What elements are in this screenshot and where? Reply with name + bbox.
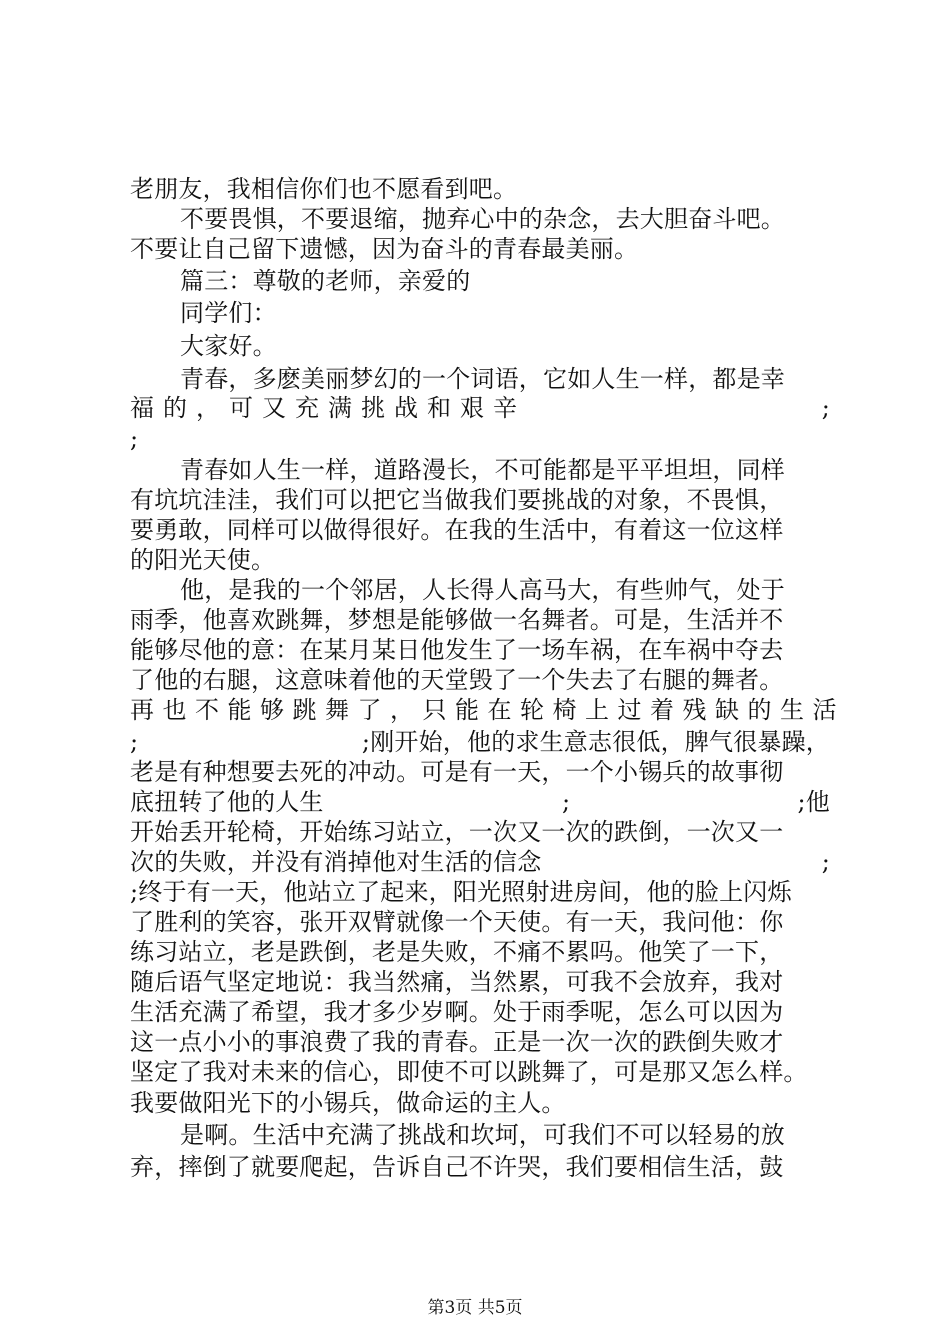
text-line: 雨季，他喜欢跳舞，梦想是能够做一名舞者。可是，生活并不 — [130, 606, 784, 634]
text-fragment: ; — [130, 728, 139, 756]
text-line: 了胜利的笑容，张开双臂就像一个天使。有一天，我问他：你 — [130, 908, 784, 936]
text-line: 不要让自己留下遗憾，因为奋斗的青春最美丽。 — [130, 235, 639, 263]
text-fragment: ; — [821, 394, 830, 422]
text-line-split — [130, 847, 830, 877]
text-line: 了他的右腿，这意味着他的天堂毁了一个失去了右腿的舞者。 — [130, 666, 784, 694]
text-line: 大家好。 — [180, 332, 277, 360]
text-line: 是啊。生活中充满了挑战和坎坷，可我们不可以轻易的放 — [180, 1121, 785, 1149]
text-line: 不要畏惧，不要退缩，抛弃心中的杂念，去大胆奋斗吧。 — [180, 205, 785, 233]
text-fragment: ;他 — [797, 788, 830, 816]
text-line: 有坑坑洼洼，我们可以把它当做我们要挑战的对象，不畏惧， — [130, 486, 784, 514]
text-line: 再也不能够跳舞了，只能在轮椅上过着残缺的生活 — [130, 696, 845, 724]
text-line: 老是有种想要去死的冲动。可是有一天，一个小锡兵的故事彻 — [130, 758, 784, 786]
text-line: ;刚开始，他的求生意志很低，脾气很暴躁， — [361, 728, 830, 756]
text-line: 的阳光天使。 — [130, 546, 276, 574]
text-line: 我要做阳光下的小锡兵，做命运的主人。 — [130, 1089, 566, 1117]
text-fragment: ; — [130, 425, 139, 453]
text-fragment: ; — [562, 788, 571, 816]
text-line: ;终于有一天，他站立了起来，阳光照射进房间，他的脸上闪烁 — [130, 878, 792, 906]
text-line: 要勇敢，同样可以做得很好。在我的生活中，有着这一位这样 — [130, 516, 784, 544]
text-line: 弃，摔倒了就要爬起，告诉自己不许哭，我们要相信生活，鼓 — [130, 1153, 784, 1181]
text-line: 这一点小小的事浪费了我的青春。正是一次一次的跌倒失败才 — [130, 1028, 784, 1056]
text-line: 同学们： — [180, 299, 277, 327]
text-line-split — [130, 787, 830, 817]
text-line-split — [130, 393, 830, 423]
text-line: 能够尽他的意：在某月某日他发生了一场车祸，在车祸中夺去 — [130, 636, 784, 664]
text-line: 福的，可又充满挑战和艰辛 — [130, 394, 526, 422]
text-line-split — [130, 727, 830, 757]
text-line: 开始丢开轮椅，开始练习站立，一次又一次的跌倒，一次又一 — [130, 818, 784, 846]
page-number: 第3页 共5页 — [427, 1298, 523, 1318]
section-heading: 篇三：尊敬的老师，亲爱的 — [180, 267, 471, 295]
text-line: 次的失败，并没有消掉他对生活的信念 — [130, 848, 542, 876]
text-line: 他，是我的一个邻居，人长得人高马大，有些帅气，处于 — [180, 576, 785, 604]
text-line: 随后语气坚定地说：我当然痛，当然累，可我不会放弃，我对 — [130, 968, 784, 996]
text-line: 底扭转了他的人生 — [130, 788, 324, 816]
text-fragment: ; — [821, 848, 830, 876]
text-line: 青春，多麽美丽梦幻的一个词语，它如人生一样，都是幸 — [180, 365, 785, 393]
text-line: 练习站立，老是跌倒，老是失败，不痛不累吗。他笑了一下， — [130, 938, 784, 966]
text-line: 坚定了我对未来的信心，即使不可以跳舞了，可是那又怎么样。 — [130, 1058, 808, 1086]
text-line: 青春如人生一样，道路漫长，不可能都是平平坦坦，同样 — [180, 456, 785, 484]
text-line: 老朋友，我相信你们也不愿看到吧。 — [130, 175, 518, 203]
text-line: 生活充满了希望，我才多少岁啊。处于雨季呢，怎么可以因为 — [130, 998, 784, 1026]
